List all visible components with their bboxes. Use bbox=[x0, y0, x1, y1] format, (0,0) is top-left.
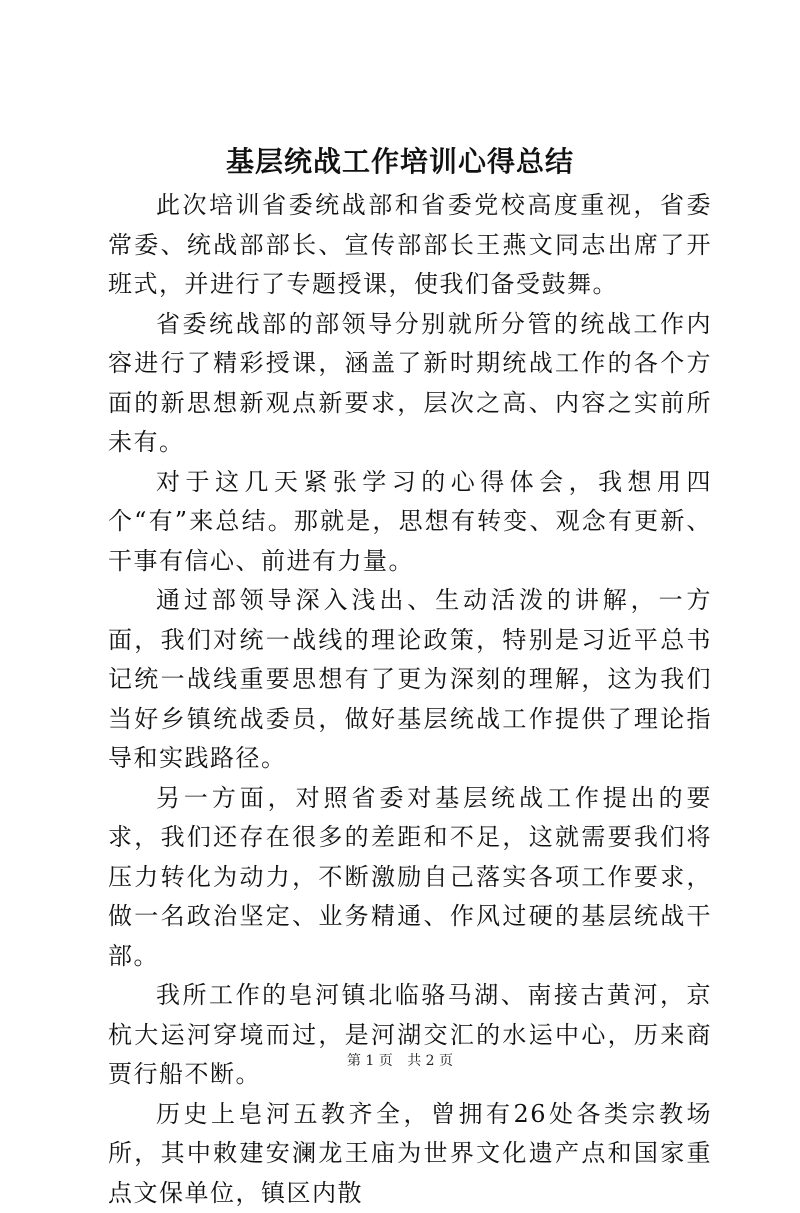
paragraph-5: 另一方面，对照省委对基层统战工作提出的要求，我们还存在很多的差距和不足，这就需要我们将压力转化为动力，不断激励自己落实各项工作要求，做一名政治坚定、业务精通、作风过硬的基层统战干部。 bbox=[108, 779, 712, 977]
page-total: 共 2 页 bbox=[407, 1053, 453, 1069]
page-number: 第 1 页 bbox=[347, 1053, 393, 1069]
page-footer bbox=[0, 1051, 800, 1071]
paragraph-6: 我所工作的皂河镇北临骆马湖、南接古黄河，京杭大运河穿境而过，是河湖交汇的水运中心，历来商贾行船不断。 bbox=[108, 976, 712, 1095]
paragraph-2: 省委统战部的部领导分别就所分管的统战工作内容进行了精彩授课，涵盖了新时期统战工作的各个方面的新思想新观点新要求，层次之高、内容之实前所未有。 bbox=[108, 305, 712, 463]
paragraph-7: 历史上皂河五教齐全，曾拥有26处各类宗教场所，其中敕建安澜龙王庙为世界文化遗产点和国家重点文保单位，镇区内散 bbox=[108, 1095, 712, 1213]
paragraph-1: 此次培训省委统战部和省委党校高度重视，省委常委、统战部部长、宣传部部长王燕文同志出席了开班式，并进行了专题授课，使我们备受鼓舞。 bbox=[108, 186, 712, 305]
paragraph-3: 对于这几天紧张学习的心得体会，我想用四个“有”来总结。那就是，思想有转变、观念有更新、干事有信心、前进有力量。 bbox=[108, 463, 712, 582]
document-title: 基层统战工作培训心得总结 bbox=[0, 142, 800, 182]
paragraph-4: 通过部领导深入浅出、生动活泼的讲解，一方面，我们对统一战线的理论政策，特别是习近平总书记统一战线重要思想有了更为深刻的理解，这为我们当好乡镇统战委员，做好基层统战工作提供了理论指导和实践路径。 bbox=[108, 581, 712, 779]
